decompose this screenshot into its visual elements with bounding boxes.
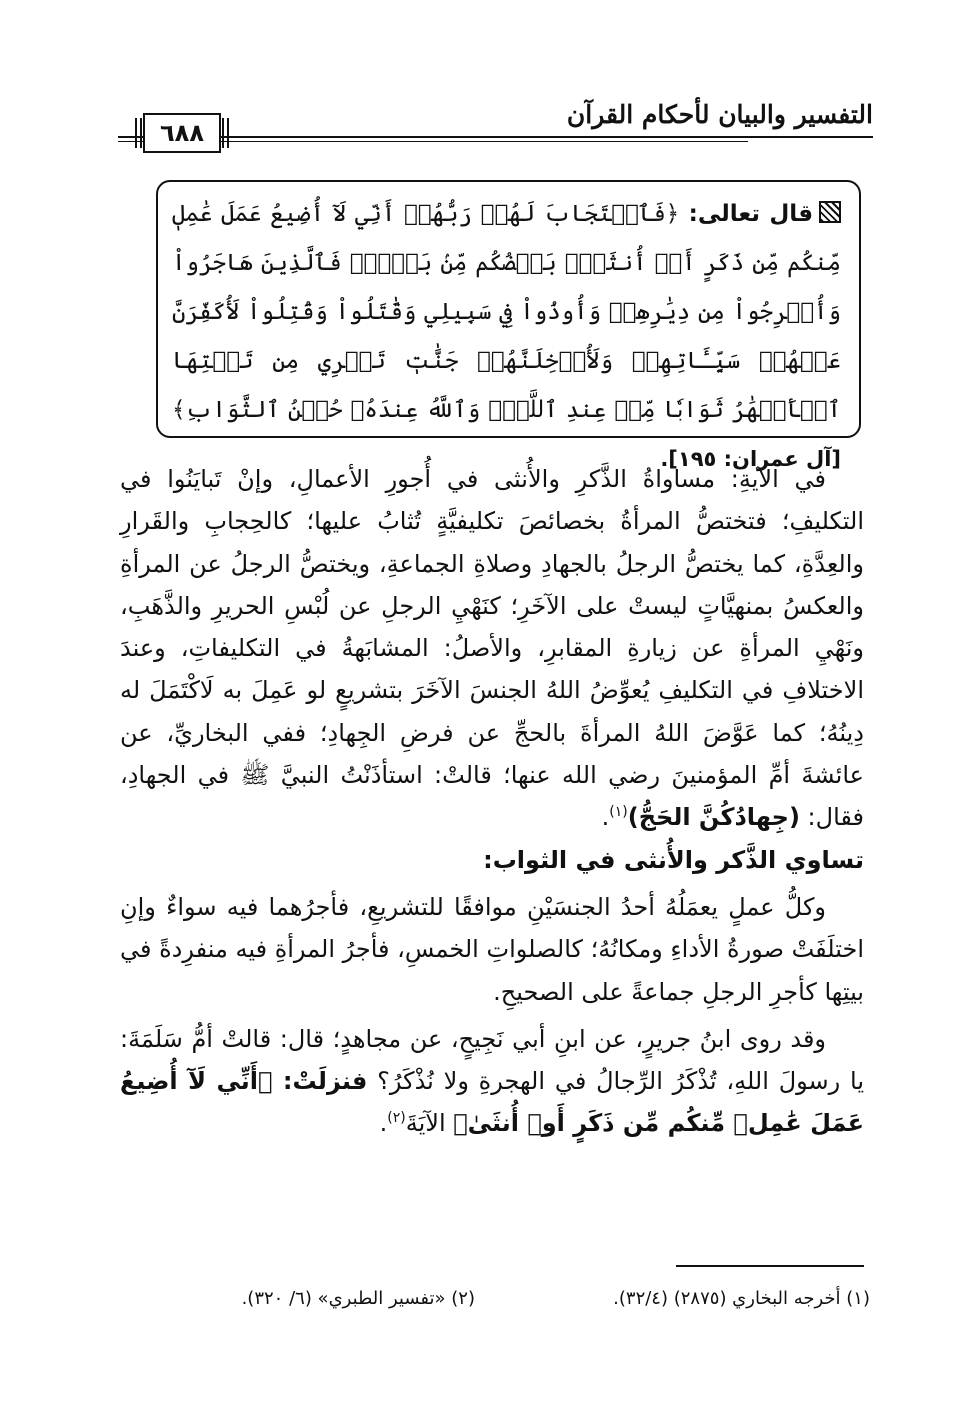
paragraph-1-text: في الآيةِ: مساواةُ الذَّكرِ والأُنثى في أُجورِ الأعمالِ، وإنْ تَبايَنُوا في التكليفِ؛ فتختصُّ المرأةُ بخصائصَ تكليفيَّةٍ تُثابُ عليها؛ كالحِجابِ والقَرارِ والعِدَّةِ، كما يختصُّ الرجلُ بالجهادِ وصلاةِ الجماعةِ، ويختصُّ الرجلُ عن المرأةِ والعكسُ بمنهيَّاتٍ ليستْ على الآخَرِ؛ كنَهْيِ الرجلِ عن لُبْسِ الحريرِ والذَّهَبِ، ونَهْيِ المرأةِ عن زيارةِ المقابرِ، والأصلُ: المشابَهةُ في التكليفاتِ، وعندَ الاختلافِ في التكليفِ يُعوِّضُ اللهُ الجنسَ الآخَرَ بتشريعٍ لو عَمِلَ به لَاكْتَمَلَ له دِينُهُ؛ كما عَوَّضَ اللهُ المرأةَ بالحجِّ عن فرضِ الجِهادِ؛ ففي البخاريِّ، عن عائشةَ أمِّ المؤمنينَ رضي الله عنها؛ قالتْ: استأذَنْتُ النبيَّ ﷺ في الجهادِ، فقال:	[120, 465, 864, 832]
footnote-rule	[676, 1265, 864, 1267]
footnote-ref-2: (٢)	[387, 1110, 406, 1127]
footnote-ref-1: (١)	[609, 804, 628, 821]
revelation-note: فنزلَتْ:	[272, 1067, 368, 1096]
page-header	[118, 100, 873, 160]
verse-box	[156, 180, 861, 471]
footnote-2: (٢) «تفسير الطبري» (٦/ ٣٢٠).	[241, 1288, 475, 1309]
ornament-icon	[819, 201, 841, 223]
footnote-1: (١) أخرجه البخاري (٢٨٧٥) (٣٢/٤).	[613, 1288, 870, 1309]
quran-quote: ﴿أَنِّي لَآ أُضِيعُ عَمَلَ عَٰمِلٖ مِّنكُم مِّن ذَكَرٍ أَوۡ أُنثَىٰ﴾	[120, 1067, 864, 1138]
hadith-quote: (جِهادُكُنَّ الحَجُّ)	[627, 803, 800, 832]
page-number: ٦٨٨	[143, 113, 221, 153]
paragraph-2: وكلُّ عملٍ يعمَلُهُ أحدُ الجنسَيْنِ موافقًا للتشريعِ، فأجرُهما فيه سواءٌ وإنِ اختلَفَتْ صورةُ الأداءِ ومكانُهُ؛ كالصلواتِ الخمسِ، فأجرُ المرأةِ فيه منفرِدةً في بيتِها كأجرِ الرجلِ جماعةً على الصحيحِ.	[120, 892, 864, 1006]
book-title: التفسير والبيان لأحكام القرآن	[566, 100, 873, 129]
section-heading: تساوي الذَّكر والأُنثى في الثواب:	[483, 845, 864, 874]
paragraph-3	[120, 1018, 864, 1145]
quran-verse: ﴿فَٱسۡتَجَابَ لَهُمۡ رَبُّهُمۡ أَنِّي لَآ أُضِيعُ عَمَلَ عَٰمِلٖ مِّنكُم مِّن ذَكَرٍ أَوۡ أُنثَىٰۖ بَعۡضُكُم مِّنۢ بَعۡضٖۖ فَٱلَّذِينَ هَاجَرُواْ وَأُخۡرِجُواْ مِن دِيَٰرِهِمۡ وَأُوذُواْ فِي سَبِيلِي وَقَٰتَلُواْ وَقُتِلُواْ لَأُكَفِّرَنَّ عَنۡهُمۡ سَيِّـَٔاتِهِمۡ وَلَأُدۡخِلَنَّهُمۡ جَنَّٰتٖ تَجۡرِي مِن تَحۡتِهَا ٱلۡأَنۡهَٰرُ ثَوَابٗا مِّنۡ عِندِ ٱللَّهِۚ وَٱللَّهُ عِندَهُۥ حُسۡنُ ٱلثَّوَابِ﴾	[172, 201, 841, 423]
paragraph-3-ayah: الآيَةَ	[405, 1109, 454, 1138]
paragraph-1-end: .	[601, 803, 610, 832]
paragraph-1	[120, 458, 864, 839]
main-text	[120, 458, 864, 1145]
header-rule	[118, 136, 873, 138]
verse-reference: [آل عمران: ١٩٥].	[660, 447, 841, 471]
paragraph-3-text: وقد روى ابنُ جريرٍ، عن ابنِ أبي نَجِيحٍ، عن مجاهدٍ؛ قال: قالتْ أمُّ سَلَمَةَ: يا رسولَ اللهِ، تُذْكَرُ الرِّجالُ في الهجرةِ ولا نُذْكَرُ؟	[120, 1024, 864, 1096]
verse-lead: قال تعالى:	[679, 201, 813, 227]
verse-text	[172, 190, 841, 484]
paragraph-3-end: .	[379, 1109, 388, 1138]
